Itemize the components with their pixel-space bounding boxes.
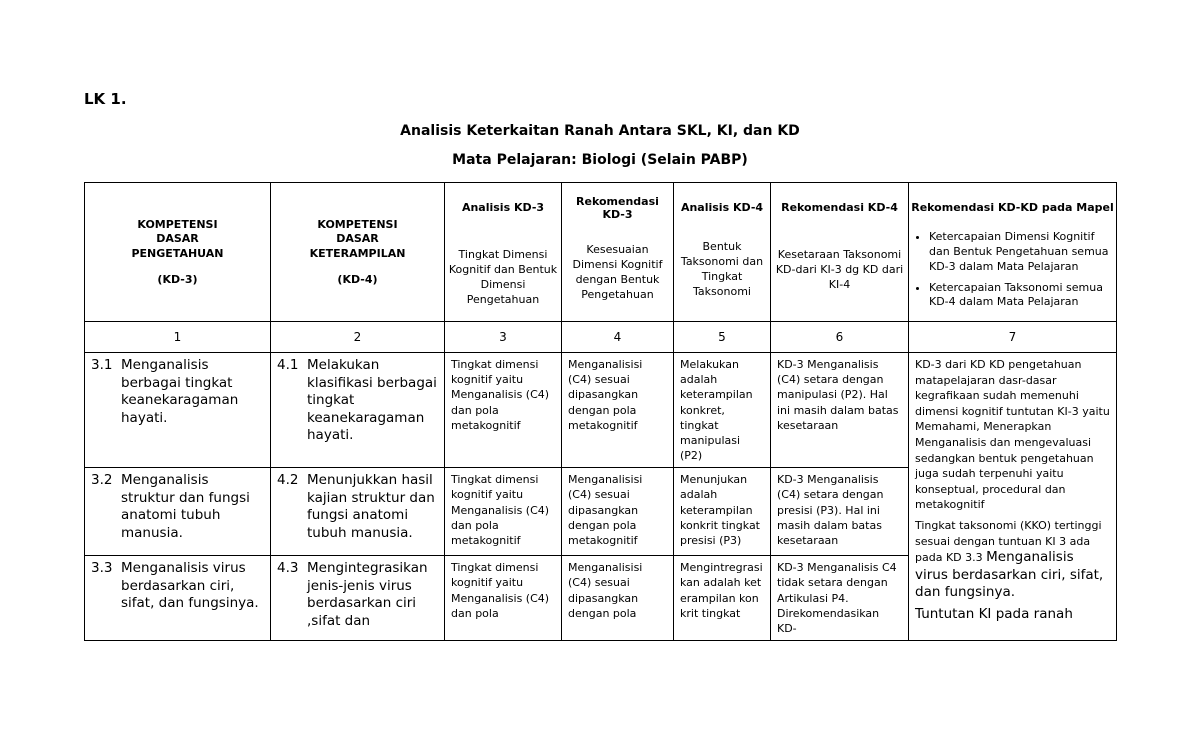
rekomendasi-kd3-text: Menganalisisi (C4) sesuai dipasangkan dengan pola <box>568 561 643 620</box>
table-row <box>85 353 1117 468</box>
kd3-text: Menganalisis virus berdasarkan ciri, sifat, dan fungsinya. <box>121 560 259 612</box>
column-number: 2 <box>271 322 445 353</box>
header-kd3-title: KOMPETENSI DASAR PENGETAHUAN <box>131 218 224 260</box>
kd3-cell <box>85 468 271 556</box>
rekomendasi-kd3-cell <box>562 353 674 468</box>
kd4-cell <box>271 353 445 468</box>
rekomendasi-kd4-cell <box>771 353 909 468</box>
analisis-kd4-cell <box>674 556 771 641</box>
rekomendasi-kd3-cell <box>562 556 674 641</box>
column-number: 3 <box>445 322 562 353</box>
analisis-kd4-text: Menunjukan adalah keterampilan konkrit tingkat presisi (P3) <box>680 473 760 547</box>
header-kd4-code: (KD-4) <box>337 272 378 286</box>
analisis-kd4-cell <box>674 353 771 468</box>
recommendation-paragraph-2-emphasis: Menganalisis virus berdasarkan ciri, sifat, dan fungsinya. <box>915 549 1104 601</box>
header-bullet-1: • Ketercapaian Dimensi Kognitif dan Bentuk Pengetahuan semua KD-3 dalam Mata Pelajaran <box>929 230 1116 275</box>
rekomendasi-kd3-text: Menganalisisi (C4) sesuai dipasangkan dengan pola metakognitif <box>568 358 643 432</box>
header-rekomendasi-kd3-title: Rekomendasi KD-3 <box>576 195 659 221</box>
header-analisis-kd3-sub: Tingkat Dimensi Kognitif dan Bentuk Dimensi Pengetahuan <box>448 248 558 306</box>
column-number: 4 <box>562 322 674 353</box>
header-row <box>85 183 1117 322</box>
rekomendasi-kd4-cell <box>771 468 909 556</box>
kd3-number: 3.3 <box>91 560 113 577</box>
document-title: Analisis Keterkaitan Ranah Antara SKL, KI, dan KD <box>400 123 800 139</box>
analysis-table <box>84 182 1117 641</box>
header-rekomendasi-kd3-sub: Kesesuaian Dimensi Kognitif dengan Bentuk Pengetahuan <box>572 243 663 301</box>
kd3-cell <box>85 556 271 641</box>
header-bullet-2: • Ketercapaian Taksonomi semua KD-4 dalam Mata Pelajaran <box>929 281 1116 311</box>
analisis-kd3-cell <box>445 556 562 641</box>
header-rekomendasi-kd3 <box>562 183 674 322</box>
kd4-text: Mengintegrasikan jenis-jenis virus berdasarkan ciri ,sifat dan <box>307 560 428 629</box>
header-rekomendasi-kd4 <box>771 183 909 322</box>
kd4-text: Melakukan klasifikasi berbagai tingkat keanekaragaman hayati. <box>307 357 437 444</box>
analisis-kd3-text: Tingkat dimensi kognitif yaitu Menganalisis (C4) dan pola metakognitif <box>451 358 550 432</box>
column-number: 1 <box>85 322 271 353</box>
recommendation-paragraph-1: KD-3 dari KD KD pengetahuan matapelajaran dasr-dasar kegrafikaan sudah memenuhi dimensi kognitif tuntutan KI-3 yaitu Memahami, Menerapkan Menganalisis dan mengevaluasi sedangkan bentuk pengetahuan juga sudah terpenuhi yaitu konseptual, procedural dan metakognitif <box>915 358 1110 512</box>
kd4-cell <box>271 468 445 556</box>
kd3-cell <box>85 353 271 468</box>
header-kd4-title: KOMPETENSI DASAR KETERAMPILAN <box>309 218 406 260</box>
rekomendasi-kd4-text: KD-3 Menganalisis (C4) setara dengan manipulasi (P2). Hal ini masih dalam batas kesetaraan <box>777 358 899 432</box>
kd3-text: Menganalisis struktur dan fungsi anatomi tubuh manusia. <box>121 472 250 541</box>
kd3-text: Menganalisis berbagai tingkat keanekaragaman hayati. <box>121 357 239 426</box>
column-number: 5 <box>674 322 771 353</box>
recommendation-paragraph-2: Tingkat taksonomi (KKO) tertinggi sesuai dengan tuntuan KI 3 ada pada KD 3.3 <box>915 519 1102 565</box>
recommendation-paragraph-3: Tuntutan KI pada ranah <box>915 605 1073 622</box>
kd3-number: 3.1 <box>91 357 113 373</box>
document-subtitle: Mata Pelajaran: Biologi (Selain PABP) <box>452 152 748 168</box>
analisis-kd4-text: Mengintregrasikan adalah keterampilan konkrit tingkat <box>680 561 763 620</box>
column-number-row <box>85 322 1117 353</box>
kd4-cell <box>271 556 445 641</box>
header-kd3-code: (KD-3) <box>157 272 198 286</box>
rekomendasi-kd4-text: KD-3 Menganalisis C4 tidak setara dengan Artikulasi P4. Direkomendasikan KD- <box>777 561 897 635</box>
kd4-number: 4.2 <box>277 472 299 489</box>
header-analisis-kd3-title: Analisis KD-3 <box>461 201 545 214</box>
kd4-number: 4.1 <box>277 357 299 373</box>
header-rekomendasi-mapel-list <box>909 230 1116 310</box>
header-rekomendasi-mapel <box>909 183 1117 322</box>
header-analisis-kd4-sub: Bentuk Taksonomi dan Tingkat Taksonomi <box>680 240 764 298</box>
document-label: LK 1. <box>84 90 127 108</box>
header-rekomendasi-mapel-title: Rekomendasi KD-KD pada Mapel <box>911 201 1114 214</box>
header-rekomendasi-kd4-title: Rekomendasi KD-4 <box>781 201 898 214</box>
header-analisis-kd4 <box>674 183 771 322</box>
analisis-kd4-cell <box>674 468 771 556</box>
analisis-kd3-text: Tingkat dimensi kognitif yaitu Menganalisis (C4) dan pola metakognitif <box>451 473 550 547</box>
header-analisis-kd3 <box>445 183 562 322</box>
rekomendasi-kd3-cell <box>562 468 674 556</box>
analisis-kd4-text: Melakukan adalah keterampilan konkret, tingkat manipulasi (P2) <box>680 358 753 463</box>
analisis-kd3-text: Tingkat dimensi kognitif yaitu Menganalisis (C4) dan pola <box>451 561 550 620</box>
header-analisis-kd4-title: Analisis KD-4 <box>680 201 764 214</box>
column-number: 7 <box>909 322 1117 353</box>
header-kd4 <box>271 183 445 322</box>
header-rekomendasi-kd4-sub: Kesetaraan Taksonomi KD-dari KI-3 dg KD dari KI-4 <box>775 248 904 291</box>
kd4-number: 4.3 <box>277 560 299 577</box>
rekomendasi-kd3-text: Menganalisisi (C4) sesuai dipasangkan dengan pola metakognitif <box>568 473 643 547</box>
analisis-kd3-cell <box>445 353 562 468</box>
rekomendasi-mapel-cell <box>909 353 1117 641</box>
header-kd3 <box>85 183 271 322</box>
rekomendasi-kd4-text: KD-3 Menganalisis (C4) setara dengan presisi (P3). Hal ini masih dalam batas kesetaraan <box>777 473 884 547</box>
analisis-kd3-cell <box>445 468 562 556</box>
column-number: 6 <box>771 322 909 353</box>
kd3-number: 3.2 <box>91 472 113 489</box>
rekomendasi-kd4-cell <box>771 556 909 641</box>
kd4-text: Menunjukkan hasil kajian struktur dan fungsi anatomi tubuh manusia. <box>307 472 435 541</box>
